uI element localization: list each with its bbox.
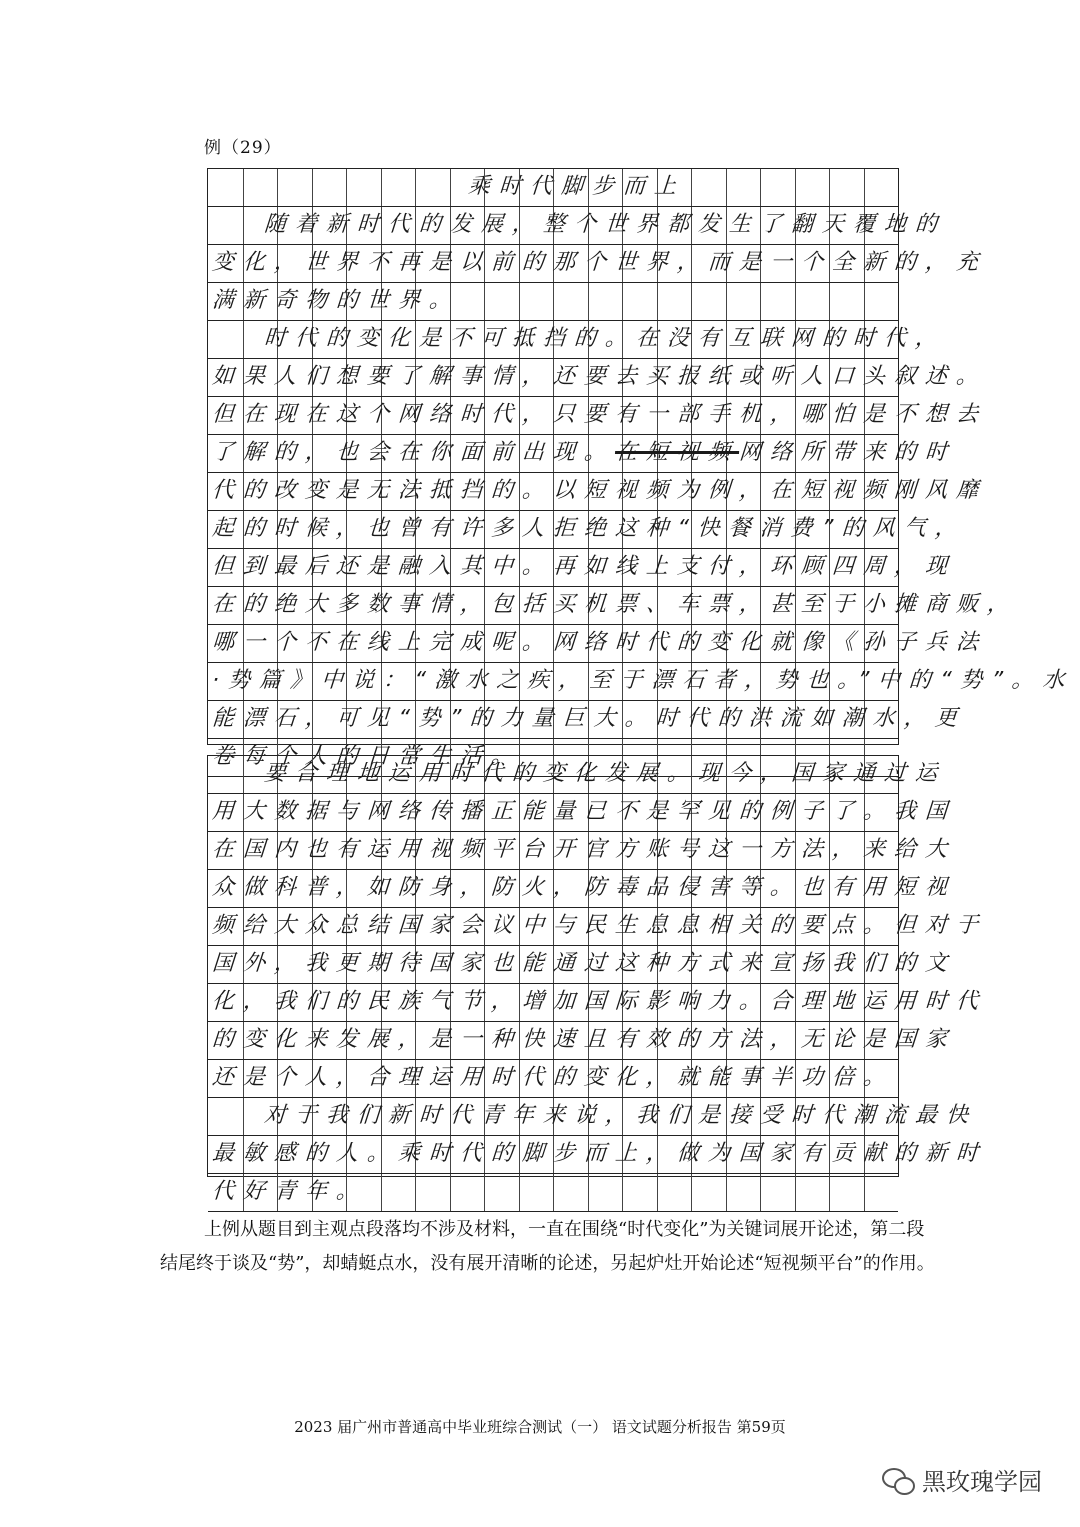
essay-line <box>208 473 988 511</box>
essay-line-text: 时代的变化是不可抵挡的。在没有互联网的时代， <box>263 326 947 351</box>
essay-line-text: 随着新时代的发展，整个世界都发生了翻天覆地的 <box>263 212 947 237</box>
essay-line <box>208 870 957 908</box>
watermark <box>882 1462 1042 1497</box>
essay-line <box>208 359 988 397</box>
essay-line-text: 如果人们想要了解事情，还要去买报纸或听人口头叙述。 <box>211 364 988 389</box>
essay-line <box>208 663 1075 701</box>
essay-line-text: 卷每个人的日常生活。 <box>211 744 523 769</box>
essay-line-text: ·势篇》中说：“激水之疾，至于漂石者，势也。”中的“势”。水 <box>211 668 1075 693</box>
essay-line <box>208 435 957 473</box>
essay-line <box>208 984 988 1022</box>
essay-sheet-bottom <box>207 755 988 1204</box>
essay-line-text: 哪一个不在线上完成呢。网络时代的变化就像《孙子兵法 <box>211 630 988 655</box>
struck-text: 在短视频 <box>614 440 740 465</box>
wechat-icon <box>882 1466 914 1494</box>
essay-line <box>208 207 947 245</box>
essay-line <box>208 321 947 359</box>
essay-line-text: 化，我们的民族气节，增加国际影响力。合理地运用时代 <box>211 989 988 1014</box>
essay-line <box>208 1136 988 1174</box>
essay-line <box>208 701 967 739</box>
essay-line-text: 满新奇物的世界。 <box>211 288 461 313</box>
essay-line <box>208 908 988 946</box>
essay-line <box>208 511 967 549</box>
essay-line <box>208 245 988 283</box>
essay-line-text: 要合理地运用时代的变化发展。现今，国家通过运 <box>263 761 947 786</box>
essay-line-text: 起的时候，也曾有许多人拒绝这种“快餐消费”的风气， <box>211 516 967 541</box>
essay-line-text: 最敏感的人。乘时代的脚步而上，做为国家有贡献的新时 <box>211 1141 988 1166</box>
essay-line <box>208 1060 898 1098</box>
analysis-paragraph: 上例从题目到主观点段落均不涉及材料，一直在围绕“时代变化”为关键词展开论述，第二段结尾终于谈及“势”，却蜻蜓点水，没有展开清晰的论述，另起炉灶开始论述“短视频平台”的作用。 <box>160 1219 935 1274</box>
essay-line-text: 但在现在这个网络时代，只要有一部手机，哪怕是不想去 <box>211 402 988 427</box>
essay-line <box>208 625 988 663</box>
essay-line-text: 能漂石，可见“势”的力量巨大。时代的洪流如潮水，更 <box>211 706 967 731</box>
essay-line <box>208 283 898 321</box>
essay-line <box>208 1022 957 1060</box>
essay-line <box>208 794 957 832</box>
essay-line-text: 频给大众总结国家会议中与民生息息相关的要点。但对于 <box>211 913 988 938</box>
essay-line-text: 国外，我更期待国家也能通过这种方式来宣扬我们的文 <box>211 951 957 976</box>
essay-line <box>208 397 988 435</box>
page-footer: 2023 届广州市普通高中毕业班综合测试（一） 语文试题分析报告 第59页 <box>294 1418 786 1436</box>
essay-line-text: 变化，世界不再是以前的那个世界，而是一个全新的，充 <box>211 250 988 275</box>
essay-line-text: 用大数据与网络传播正能量已不是罕见的例子了。我国 <box>211 799 957 824</box>
essay-line-text: 代的改变是无法抵挡的。以短视频为例，在短视频刚风靡 <box>211 478 988 503</box>
essay-sheet-top <box>207 168 1075 769</box>
essay-line <box>208 832 957 870</box>
essay-line-text: 但到最后还是融入其中。再如线上支付，环顾四周，现 <box>211 554 957 579</box>
essay-line <box>208 549 957 587</box>
essay-line-text: 了解的，也会在你面前出现。在短视频网络所带来的时 <box>211 440 957 465</box>
example-label: 例（29） <box>204 138 282 158</box>
essay-line-text: 代好青年。 <box>211 1179 368 1204</box>
essay-line-text: 在的绝大多数事情，包括买机票、车票，甚至于小摊商贩， <box>211 592 1019 617</box>
essay-line-text: 对于我们新时代青年来说，我们是接受时代潮流最快 <box>263 1103 978 1128</box>
essay-line <box>208 946 957 984</box>
essay-line <box>208 756 947 794</box>
essay-line-text: 的变化来发展，是一种快速且有效的方法，无论是国家 <box>211 1027 957 1052</box>
watermark-text: 黑玫瑰学园 <box>922 1468 1042 1496</box>
essay-line <box>208 1098 978 1136</box>
essay-line <box>208 587 1019 625</box>
essay-line-text: 众做科普，如防身，防火，防毒品侵害等。也有用短视 <box>211 875 957 900</box>
essay-line-text: 在国内也有运用视频平台开官方账号这一方法，来给大 <box>211 837 957 862</box>
essay-title: 乘时代脚步而上 <box>467 174 686 199</box>
essay-title-row <box>208 169 898 207</box>
essay-line <box>208 1174 898 1212</box>
essay-line-text: 还是个人，合理运用时代的变化，就能事半功倍。 <box>211 1065 895 1090</box>
